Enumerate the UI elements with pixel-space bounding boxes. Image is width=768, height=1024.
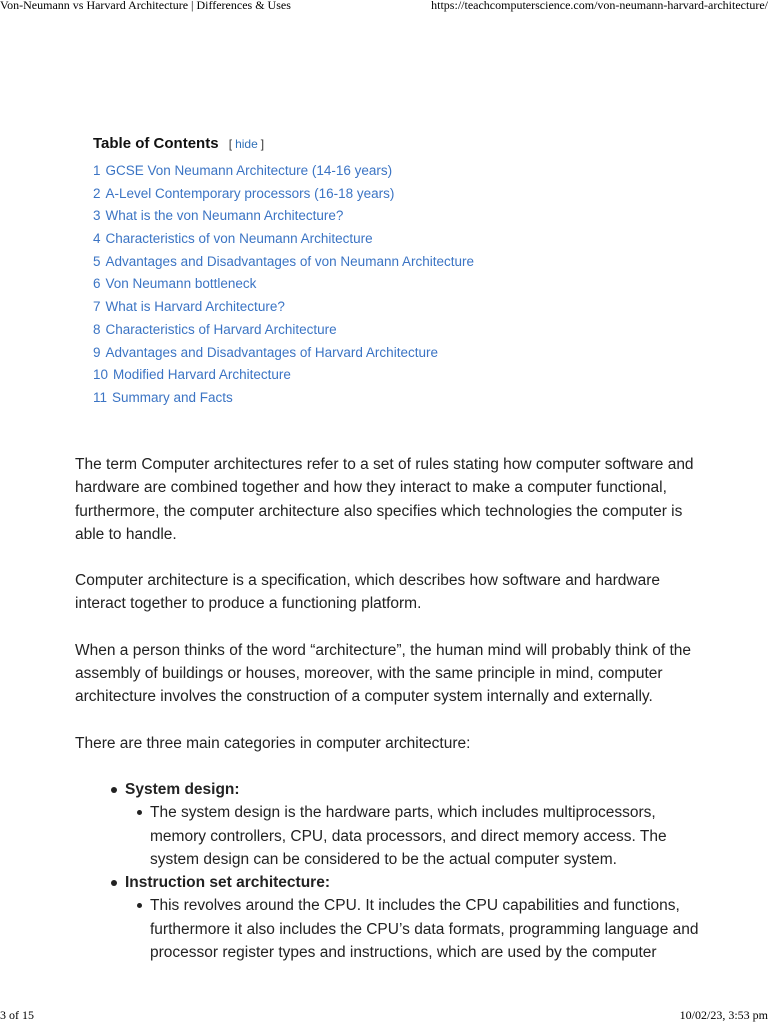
category-detail: This revolves around the CPU. It includes the CPU capabilities and functions, furthermore it also includes the CPU’s data formats, programming language and processor register types and instructions, which are used by the computer (150, 894, 705, 964)
print-header (0, 0, 768, 12)
category-item (125, 871, 705, 964)
page-number: 3 of 15 (0, 1008, 34, 1022)
toc-item-number: 10 (93, 367, 109, 383)
toc-item-link[interactable]: Advantages and Disadvantages of Harvard Architecture (105, 344, 438, 360)
toc-item-link[interactable]: A-Level Contemporary processors (16-18 years) (105, 185, 395, 201)
toc-item-link[interactable]: What is Harvard Architecture? (105, 299, 285, 315)
category-item (125, 778, 705, 871)
toc-heading (93, 133, 613, 155)
category-list (75, 778, 705, 964)
toc-item[interactable] (93, 296, 613, 319)
print-footer (0, 1008, 768, 1022)
toc-item[interactable] (93, 364, 613, 387)
toc-toggle-open: [ (228, 137, 233, 151)
paragraph: There are three main categories in computer architecture: (75, 734, 471, 752)
page-title: Von-Neumann vs Harvard Architecture | Differences & Uses (0, 0, 291, 12)
toc-hide-link[interactable]: hide (235, 137, 258, 151)
paragraph: Computer architecture is a specification, which describes how software and hardware interact together to produce a functioning platform. (75, 572, 660, 613)
category-title: Instruction set architecture: (125, 874, 330, 892)
toc-item-number: 5 (93, 253, 101, 269)
category-detail: The system design is the hardware parts, which includes multiprocessors, memory controllers, CPU, data processors, and direct memory access. The system design can be considered to be the actual computer system. (150, 801, 705, 871)
toc-item[interactable] (93, 251, 613, 274)
toc-item-link[interactable]: Advantages and Disadvantages of von Neumann Architecture (105, 253, 474, 269)
toc-item-number: 11 (93, 389, 108, 405)
toc-item[interactable] (93, 273, 613, 296)
toc-item-number: 3 (93, 208, 101, 224)
table-of-contents (93, 133, 613, 410)
toc-item-link[interactable]: Von Neumann bottleneck (105, 276, 257, 292)
toc-item-link[interactable]: Characteristics of von Neumann Architecture (105, 231, 373, 247)
toc-item-link[interactable]: What is the von Neumann Architecture? (105, 208, 344, 224)
toc-toggle (229, 137, 264, 151)
print-datetime: 10/02/23, 3:53 pm (679, 1008, 768, 1022)
toc-item[interactable] (93, 319, 613, 342)
toc-item-number: 2 (93, 185, 101, 201)
toc-item-number: 1 (93, 163, 101, 178)
paragraph: The term Computer architectures refer to a set of rules stating how computer software and hardware are combined together and how they interact to make a computer functional, furthermore, the computer architecture also specifies which technologies the computer is able to handle. (75, 456, 694, 543)
toc-item[interactable] (93, 228, 613, 251)
toc-item[interactable] (93, 183, 613, 206)
toc-item-number: 6 (93, 276, 101, 292)
category-detail-list (125, 801, 705, 871)
toc-item[interactable] (93, 387, 613, 410)
paragraph: When a person thinks of the word “architecture”, the human mind will probably think of the assembly of buildings or houses, moreover, with the same principle in mind, computer architecture involves the construction of a computer system internally and externally. (75, 641, 692, 706)
toc-item[interactable] (93, 342, 613, 365)
toc-item[interactable] (93, 160, 613, 183)
toc-item-link[interactable]: Characteristics of Harvard Architecture (105, 321, 337, 337)
toc-title: Table of Contents (93, 135, 219, 152)
toc-item-link[interactable]: Summary and Facts (112, 389, 233, 405)
toc-item-number: 4 (93, 231, 101, 247)
toc-item-link[interactable]: GCSE Von Neumann Architecture (14-16 years) (105, 163, 393, 178)
toc-toggle-close: ] (260, 137, 265, 151)
category-title: System design: (125, 780, 240, 798)
category-detail-list (125, 894, 705, 964)
toc-item-link[interactable]: Modified Harvard Architecture (113, 367, 291, 383)
page-url: https://teachcomputerscience.com/von-neumann-harvard-architecture/ (431, 0, 768, 12)
toc-item-number: 7 (93, 299, 101, 315)
toc-list (93, 160, 613, 410)
article-body (75, 453, 705, 964)
toc-item[interactable] (93, 205, 613, 228)
toc-item-number: 9 (93, 344, 101, 360)
toc-item-number: 8 (93, 321, 101, 337)
